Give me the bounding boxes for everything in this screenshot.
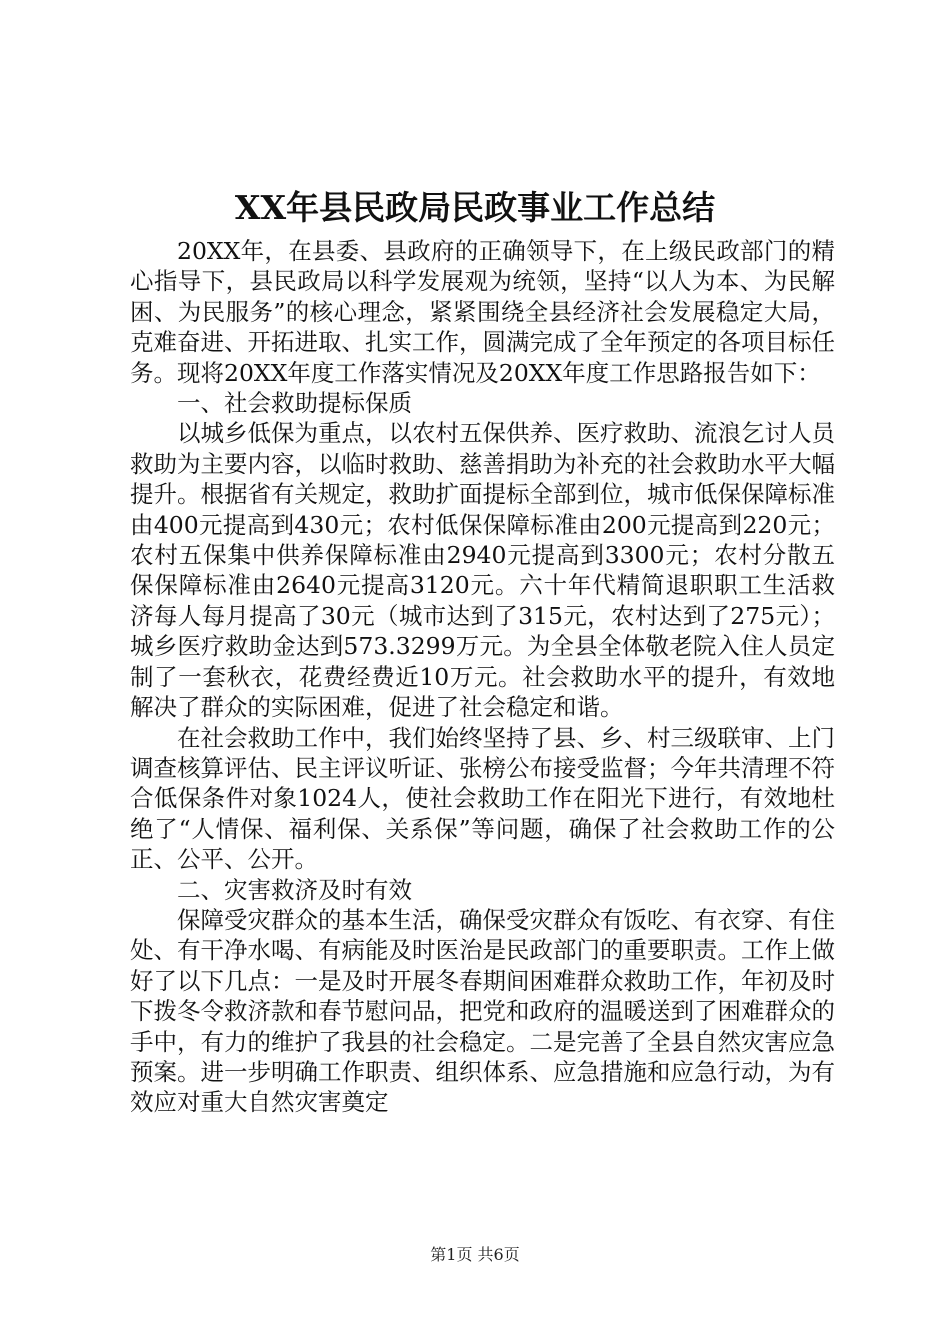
page-footer: 第1页 共6页	[430, 1245, 520, 1264]
social-assistance-paragraph: 以城乡低保为重点，以农村五保供养、医疗救助、流浪乞讨人员救助为主要内容，以临时救助、慈善捐助为补充的社会救助水平大幅提升。根据省有关规定，救助扩面提标全部到位，城市低保保障标准由400元提高到430元；农村低保保障标准由200元提高到220元；农村五保集中供养保障标准由2940元提高到3300元；农村分散五保保障标准由2640元提高3120元。六十年代精简退职职工生活救济每人每月提高了30元（城市达到了315元，农村达到了275元）；城乡医疗救助金达到573.3299万元。为全县全体敬老院入住人员定制了一套秋衣，花费经费近10万元。社会救助水平的提升，有效地解决了群众的实际困难，促进了社会稳定和谐。	[130, 419, 835, 722]
disaster-relief-paragraph: 保障受灾群众的基本生活，确保受灾群众有饭吃、有衣穿、有住处、有干净水喝、有病能及时医治是民政部门的重要职责。工作上做好了以下几点：一是及时开展冬春期间困难群众救助工作，年初及时下拨冬令救济款和春节慰问品，把党和政府的温暖送到了困难群众的手中，有力的维护了我县的社会稳定。二是完善了全县自然灾害应急预案。进一步明确工作职责、组织体系、应急措施和应急行动，为有效应对重大自然灾害奠定	[130, 905, 835, 1117]
intro-paragraph: 20XX年，在县委、县政府的正确领导下，在上级民政部门的精心指导下，县民政局以科学发展观为统领，坚持“以人为本、为民解困、为民服务”的核心理念，紧紧围绕全县经济社会发展稳定大局，克难奋进、开拓进取、扎实工作，圆满完成了全年预定的各项目标任务。现将20XX年度工作落实情况及20XX年度工作思路报告如下：	[130, 237, 835, 387]
section-heading-social-assistance: 一、社会救助提标保质	[177, 389, 412, 418]
document-title: XX年县民政局民政事业工作总结	[234, 188, 716, 227]
section-heading-disaster-relief: 二、灾害救济及时有效	[177, 875, 412, 904]
document-body	[130, 236, 835, 1118]
social-assistance-supervision-paragraph: 在社会救助工作中，我们始终坚持了县、乡、村三级联审、上门调查核算评估、民主评议听证、张榜公布接受监督；今年共清理不符合低保条件对象1024人，使社会救助工作在阳光下进行，有效地杜绝了“人情保、福利保、关系保”等问题，确保了社会救助工作的公正、公平、公开。	[130, 723, 835, 874]
